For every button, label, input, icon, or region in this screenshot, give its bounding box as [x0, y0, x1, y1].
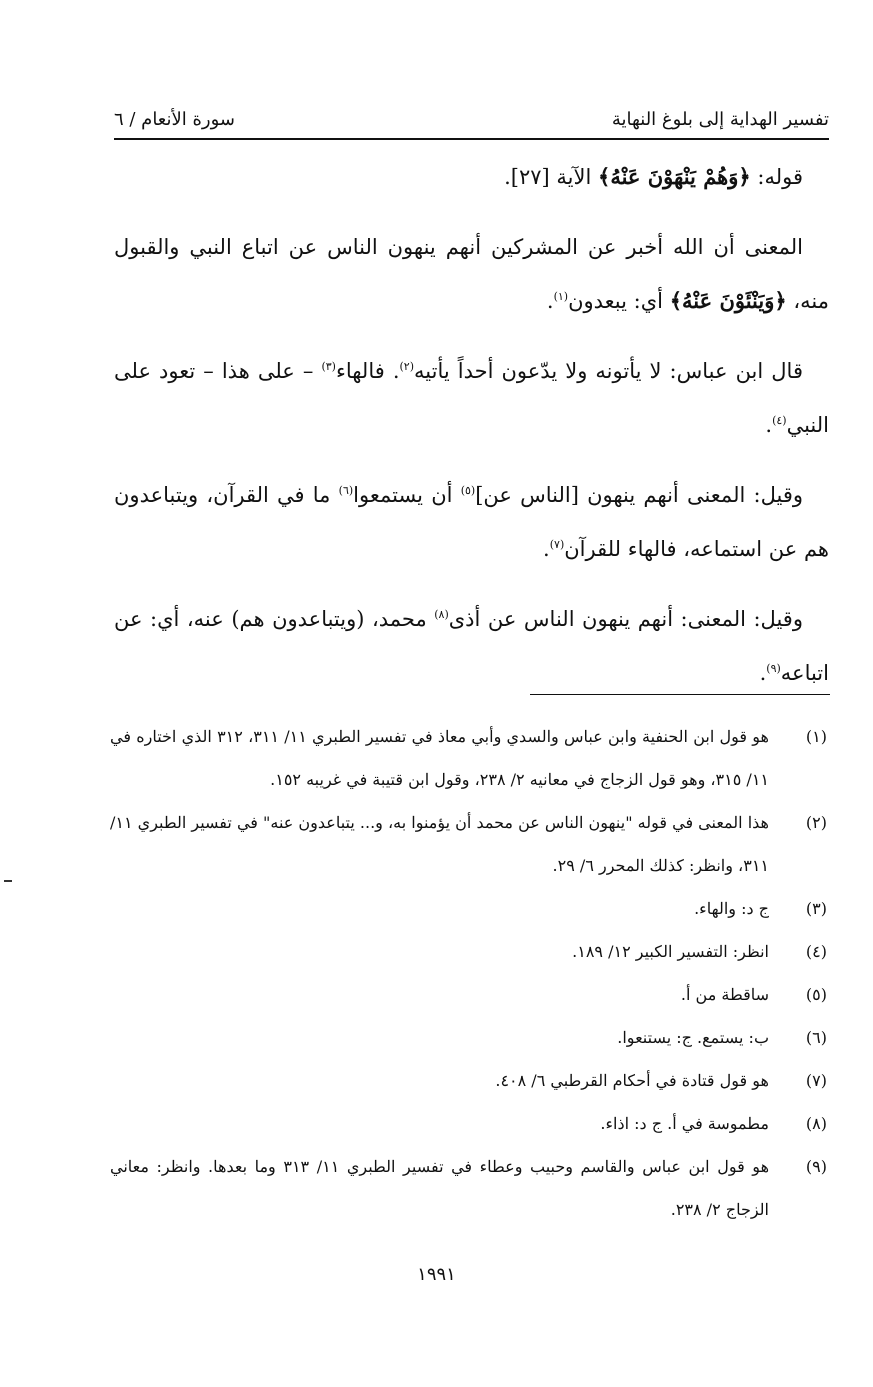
text-run: – على هذا – تعود على النبي: [114, 359, 829, 437]
paragraph-2: [114, 220, 829, 328]
footnote-ref[interactable]: (٤): [772, 414, 787, 427]
footnote-text: انظر: التفسير الكبير ١٢/ ١٨٩.: [572, 942, 769, 961]
footnote-ref[interactable]: (٥): [460, 484, 476, 497]
footnote-text: ب: يستمع. ج: يستنعوا.: [617, 1028, 769, 1047]
footnote-number: (٧): [805, 1071, 827, 1090]
footnote-ref[interactable]: (٣): [321, 360, 336, 373]
footnote-item: [110, 1145, 829, 1231]
footnote-item: [110, 1102, 829, 1145]
footnote-number: (٥): [805, 985, 827, 1004]
text-run: .: [765, 413, 773, 437]
running-header: [114, 98, 829, 130]
text-run: وقيل: المعنى أنهم ينهون [الناس عن]: [475, 483, 803, 507]
book-title: تفسير الهداية إلى بلوغ النهاية: [611, 109, 829, 130]
quran-verse: ﴿وَهُمْ يَنْهَوْنَ عَنْهُ﴾: [598, 164, 751, 189]
paragraph-3: [114, 344, 829, 452]
paragraph-4: [114, 468, 829, 576]
footnote-text: مطموسة في أ. ج د: اذاء.: [600, 1114, 769, 1133]
footnote-item: [110, 1059, 829, 1102]
footnote-item: [110, 973, 829, 1016]
footnote-number: (٩): [805, 1157, 827, 1176]
footnote-number: (٨): [805, 1114, 827, 1133]
footnote-number: (١): [805, 727, 827, 746]
header-rule: [114, 138, 829, 140]
footnote-item: [110, 930, 829, 973]
footnote-number: (٣): [805, 899, 827, 918]
footnotes: [110, 715, 829, 1231]
margin-mark: [4, 880, 12, 882]
footnote-number: (٦): [805, 1028, 827, 1047]
footnote-number: (٢): [805, 813, 827, 832]
text-run: ما في القرآن، ويتباعدون هم عن استماعه، فالهاء للقرآن: [114, 483, 829, 561]
text-run: . فالهاء: [335, 359, 400, 383]
footnote-ref[interactable]: (٨): [434, 608, 449, 621]
footnote-ref[interactable]: (٩): [766, 662, 781, 675]
text-run: أي: يبعدون: [568, 289, 670, 313]
footnote-ref[interactable]: (٦): [338, 484, 354, 497]
page-number: ١٩٩١: [417, 1264, 456, 1285]
paragraph-1: [114, 150, 829, 204]
footnote-ref[interactable]: (٢): [399, 360, 415, 373]
text-run: أن يستمعوا: [353, 483, 461, 507]
paragraph-5: [114, 592, 829, 700]
surah-label: سورة الأنعام / ٦: [114, 109, 235, 130]
text-run: محمد، (ويتباعدون هم) عنه، أي: عن اتباعه: [114, 607, 829, 685]
footnote-ref[interactable]: (٧): [549, 538, 565, 551]
text-run: المعنى أن الله أخبر عن المشركين أنهم ينهون الناس عن اتباع النبي والقبول منه،: [114, 235, 829, 313]
footnote-text: هو قول ابن عباس والقاسم وحبيب وعطاء في تفسير الطبري ١١/ ٣١٣ وما بعدها. وانظر: معاني الزجاج ٢/ ٢٣٨.: [110, 1157, 770, 1219]
footnote-separator: [530, 694, 830, 695]
footnote-text: ج د: والهاء.: [694, 899, 769, 918]
footnote-item: [110, 715, 829, 801]
footnote-text: ساقطة من أ.: [680, 985, 769, 1004]
footnote-item: [110, 801, 829, 887]
text-run: .: [546, 289, 554, 313]
quran-verse: ﴿وَيَنْئَوْنَ عَنْهُ﴾: [669, 288, 787, 313]
main-text: [114, 150, 829, 716]
footnote-item: [110, 887, 829, 930]
text-run: .: [759, 661, 767, 685]
footnote-item: [110, 1016, 829, 1059]
footnote-text: هو قول ابن الحنفية وابن عباس والسدي وأبي معاذ في تفسير الطبري ١١/ ٣١١، ٣١٢ الذي اختاره في ١١/ ٣١٥، وهو قول الزجاج في معانيه ٢/ ٢٣٨، وقول ابن قتيبة في غريبه ١٥٢.: [110, 727, 769, 789]
text-run: .: [543, 537, 550, 561]
footnote-text: هو قول قتادة في أحكام القرطبي ٦/ ٤٠٨.: [495, 1071, 769, 1090]
footnote-text: هذا المعنى في قوله "ينهون الناس عن محمد أن يؤمنوا به، و... يتباعدون عنه" في تفسير الطبري ١١/ ٣١١، وانظر: كذلك المحرر ٦/ ٢٩.: [110, 813, 769, 875]
footnote-number: (٤): [805, 942, 827, 961]
text-run: قوله:: [750, 165, 803, 189]
footnote-ref[interactable]: (١): [553, 290, 569, 303]
text-run: الآية [٢٧].: [504, 165, 599, 189]
text-run: قال ابن عباس: لا يأتونه ولا يدّعون أحداً يأتيه: [414, 359, 803, 383]
text-run: وقيل: المعنى: أنهم ينهون الناس عن أذى: [448, 607, 803, 631]
